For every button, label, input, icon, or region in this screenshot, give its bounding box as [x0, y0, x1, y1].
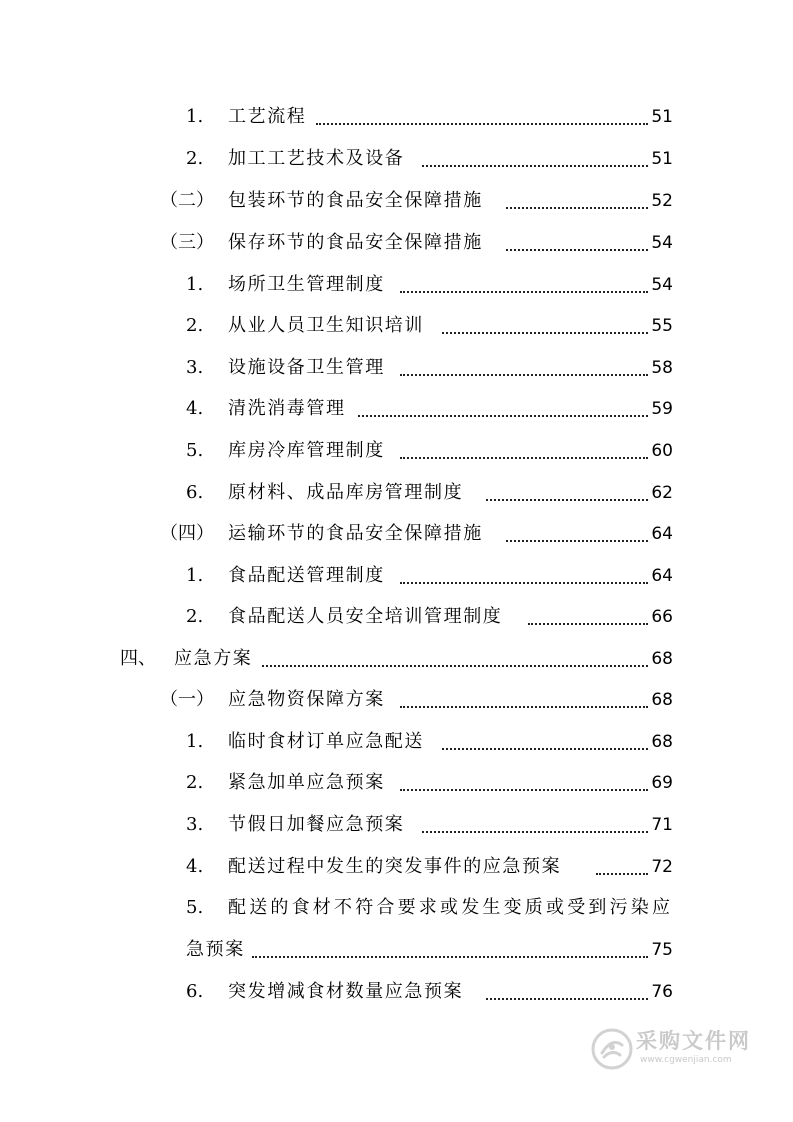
toc-entry-number: 3.	[186, 357, 204, 378]
toc-entry-page: 71	[651, 815, 673, 835]
toc-entry[interactable]	[0, 186, 793, 216]
toc-entry-number: 1.	[186, 731, 204, 752]
toc-entry-continuation[interactable]	[0, 935, 793, 965]
toc-entry-page: 68	[651, 732, 673, 752]
toc-entry-title: 工艺流程	[228, 106, 307, 127]
toc-entry[interactable]	[0, 852, 793, 882]
toc-entry-title: 配送过程中发生的突发事件的应急预案	[228, 856, 562, 877]
toc-entry-number: 四、	[120, 648, 156, 669]
toc-leader-dots	[400, 374, 648, 376]
toc-entry-title: 库房冷库管理制度	[228, 440, 385, 461]
toc-entry-number: 1.	[186, 565, 204, 586]
toc-entry[interactable]	[0, 478, 793, 508]
toc-entry[interactable]	[0, 644, 793, 674]
toc-entry[interactable]	[0, 394, 793, 424]
toc-entry-page: 60	[651, 441, 673, 461]
toc-entry-number: （二）	[160, 190, 214, 211]
toc-entry[interactable]	[0, 144, 793, 174]
toc-entry-page: 64	[651, 524, 673, 544]
toc-entry-page: 64	[651, 566, 673, 586]
toc-entry-number: 1.	[186, 274, 204, 295]
toc-entry[interactable]	[0, 436, 793, 466]
toc-entry-number: 3.	[186, 814, 204, 835]
toc-leader-dots	[506, 249, 648, 251]
toc-entry-title: 清洗消毒管理	[228, 398, 346, 419]
toc-leader-dots	[442, 748, 648, 750]
toc-entry-number: 6.	[186, 482, 204, 503]
toc-entry-page: 51	[651, 107, 673, 127]
toc-entry-title: 运输环节的食品安全保障措施	[228, 523, 483, 544]
toc-entry-title: 设施设备卫生管理	[228, 357, 385, 378]
toc-entry-page: 72	[651, 857, 673, 877]
toc-entry-page: 54	[651, 275, 673, 295]
toc-entry-title: 加工工艺技术及设备	[228, 148, 405, 169]
toc-entry-number: 5.	[186, 440, 204, 461]
toc-leader-dots	[442, 332, 648, 334]
toc-entry-number: 2.	[186, 606, 204, 627]
toc-entry-number: 2.	[186, 315, 204, 336]
toc-entry-number: （四）	[160, 523, 214, 544]
watermark	[590, 1025, 750, 1075]
toc-entry-title-continued: 急预案	[186, 939, 245, 960]
toc-entry-title: 包装环节的食品安全保障措施	[228, 190, 483, 211]
toc-entry-title: 场所卫生管理制度	[228, 274, 385, 295]
toc-entry-title: 应急方案	[174, 648, 253, 669]
toc-entry-title: 从业人员卫生知识培训	[228, 315, 424, 336]
watermark-url: www.cgwenjian.com	[640, 1055, 732, 1065]
toc-entry[interactable]	[0, 228, 793, 258]
toc-leader-dots	[422, 831, 648, 833]
toc-leader-dots	[422, 165, 648, 167]
toc-entry-title: 临时食材订单应急配送	[228, 731, 424, 752]
toc-leader-dots	[506, 540, 648, 542]
toc-entry[interactable]	[0, 519, 793, 549]
toc-entry-number: （一）	[160, 689, 214, 710]
toc-entry-title: 紧急加单应急预案	[228, 772, 385, 793]
toc-entry-number: 4.	[186, 856, 204, 877]
toc-entry-number: 6.	[186, 981, 204, 1002]
toc-entry[interactable]	[0, 561, 793, 591]
toc-entry[interactable]	[0, 893, 793, 923]
toc-entry[interactable]	[0, 270, 793, 300]
toc-entry-page: 59	[651, 399, 673, 419]
toc-entry-title: 配送的食材不符合要求或发生变质或受到污染应	[228, 897, 674, 918]
toc-leader-dots	[262, 665, 648, 667]
toc-entry-page: 62	[651, 483, 673, 503]
toc-leader-dots	[400, 706, 648, 708]
toc-entry-number: 2.	[186, 772, 204, 793]
toc-entry-page: 51	[651, 149, 673, 169]
toc-entry-number: 1.	[186, 106, 204, 127]
toc-leader-dots	[506, 207, 648, 209]
toc-entry-page: 76	[651, 982, 673, 1002]
toc-entry-title: 原材料、成品库房管理制度	[228, 482, 464, 503]
toc-leader-dots	[358, 415, 648, 417]
toc-entry-title: 应急物资保障方案	[228, 689, 385, 710]
toc-leader-dots	[528, 623, 648, 625]
toc-entry-page: 69	[651, 773, 673, 793]
toc-leader-dots	[486, 998, 648, 1000]
toc-entry-page: 68	[651, 690, 673, 710]
toc-leader-dots	[596, 873, 648, 875]
toc-entry-page: 66	[651, 607, 673, 627]
toc-entry-title: 食品配送管理制度	[228, 565, 385, 586]
toc-leader-dots	[400, 457, 648, 459]
toc-entry-number: 2.	[186, 148, 204, 169]
toc-entry-title: 食品配送人员安全培训管理制度	[228, 606, 503, 627]
toc-entry-title: 突发增减食材数量应急预案	[228, 981, 464, 1002]
toc-entry-page: 58	[651, 358, 673, 378]
toc-entry[interactable]	[0, 602, 793, 632]
toc-entry[interactable]	[0, 311, 793, 341]
watermark-logo-icon	[590, 1027, 634, 1071]
toc-entry[interactable]	[0, 102, 793, 132]
toc-entry[interactable]	[0, 727, 793, 757]
toc-leader-dots	[486, 499, 648, 501]
toc-leader-dots	[400, 789, 648, 791]
toc-leader-dots	[316, 123, 648, 125]
toc-entry[interactable]	[0, 810, 793, 840]
toc-entry-page: 52	[651, 191, 673, 211]
toc-entry-number: 4.	[186, 398, 204, 419]
toc-entry-number: 5.	[186, 897, 204, 918]
toc-entry-number: （三）	[160, 232, 214, 253]
toc-entry[interactable]	[0, 768, 793, 798]
toc-entry-title: 保存环节的食品安全保障措施	[228, 232, 483, 253]
toc-entry-title: 节假日加餐应急预案	[228, 814, 405, 835]
toc-entry[interactable]	[0, 977, 793, 1007]
toc-leader-dots	[400, 582, 648, 584]
toc-entry-page: 68	[651, 649, 673, 669]
watermark-title: 采购文件网	[636, 1029, 751, 1053]
toc-leader-dots	[400, 291, 648, 293]
toc-entry-page: 75	[651, 940, 673, 960]
toc-entry[interactable]	[0, 685, 793, 715]
toc-entry-page: 54	[651, 233, 673, 253]
toc-leader-dots	[252, 956, 648, 958]
toc-entry-page: 55	[651, 316, 673, 336]
toc-entry[interactable]	[0, 353, 793, 383]
